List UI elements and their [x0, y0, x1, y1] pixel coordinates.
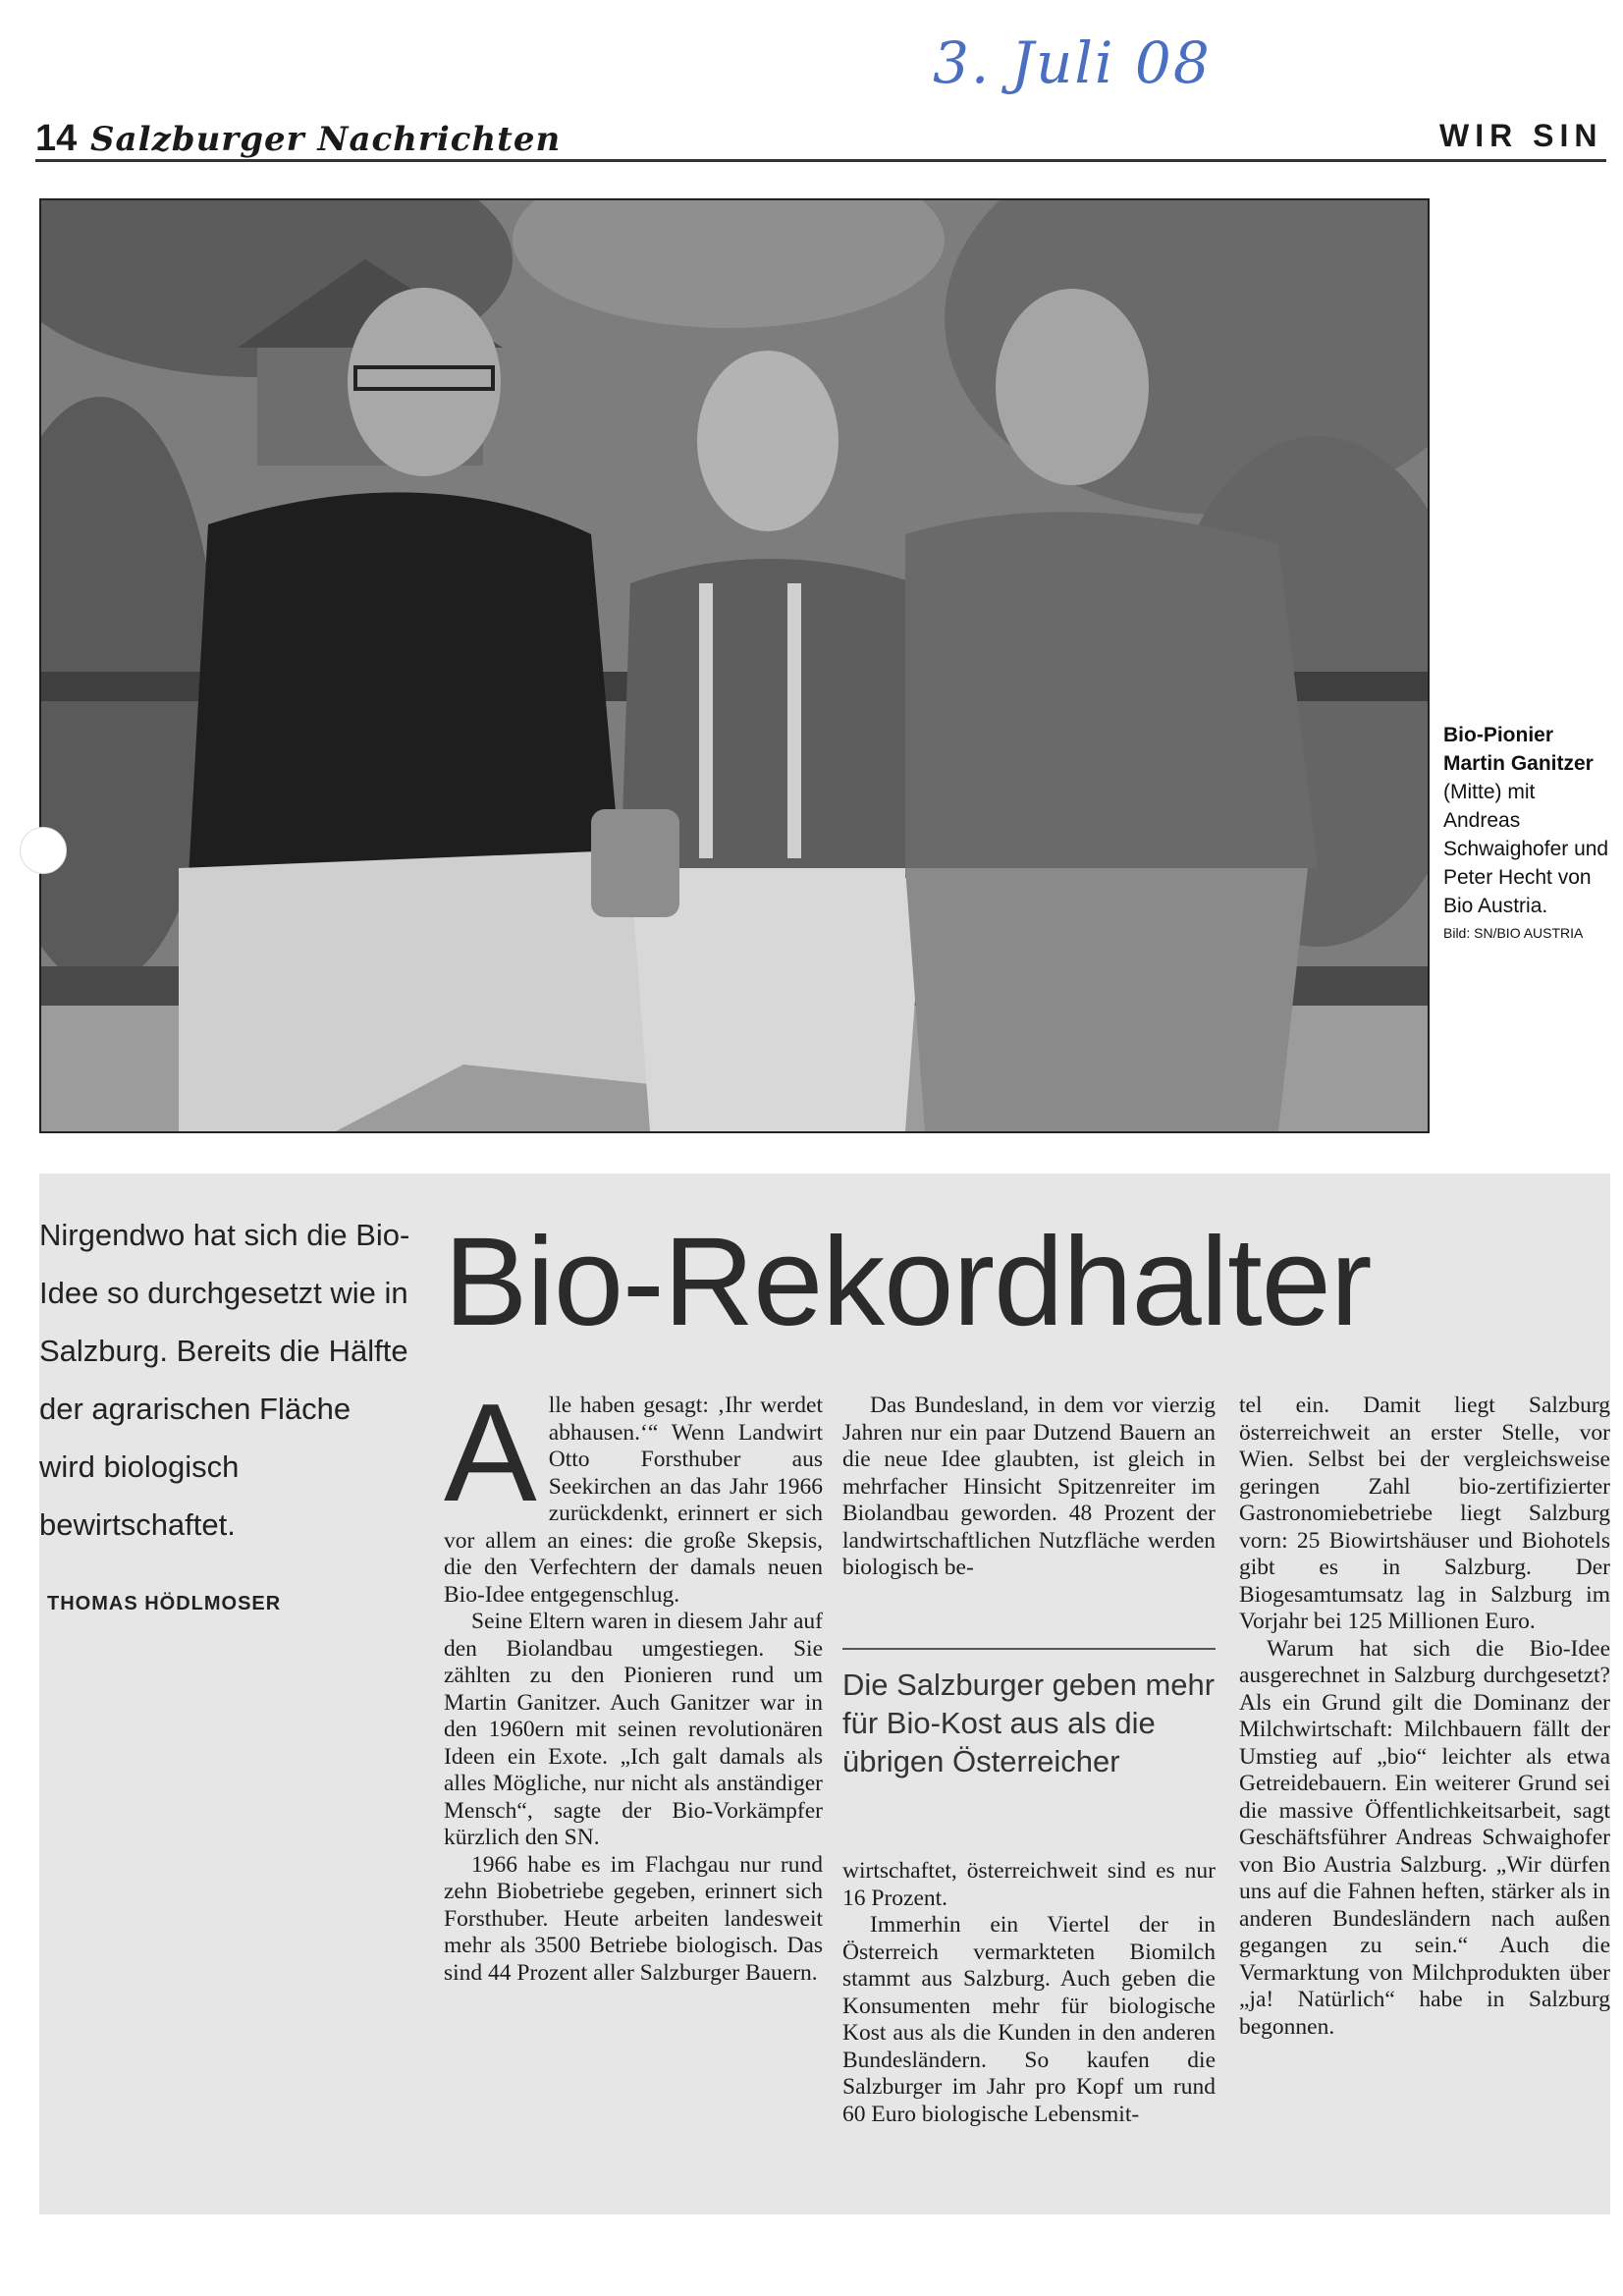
header-rule	[35, 159, 1606, 162]
page-number: 14	[35, 118, 78, 159]
text-column-2	[842, 1393, 1216, 1582]
paragraph: tel ein. Damit liegt Salzburg österreichweit an erster Stelle, vor Wien. Selbst bei der vergleichsweise geringen Zahl bio-zertifizierter Gastronomiebetriebe liegt Salzburg vorn: 25 Biowirtshäuser und Biohotels gibt es in Salzburg. Der Biogesamtumsatz lag in Salzburg im Vorjahr bei 125 Millionen Euro.	[1239, 1393, 1610, 1634]
punch-hole	[20, 827, 67, 874]
pull-quote: Die Salzburger geben mehr für Bio-Kost aus als die übrigen Österreicher	[842, 1648, 1216, 1780]
paragraph: 1966 habe es im Flachgau nur rund zehn Biobetriebe gegeben, erinnert sich Forsthuber. Heute arbeiten landesweit mehr als 3500 Betriebe biologisch. Das sind 44 Prozent aller Salzburger Bauern.	[444, 1851, 823, 1986]
photo-illustration	[41, 200, 1428, 1131]
section-title: WIR SIN	[1439, 118, 1603, 153]
text-column-3	[1239, 1393, 1610, 2041]
paragraph: Immerhin ein Viertel der in Österreich vermarkteten Biomilch stammt aus Salzburg. Auch geben die Konsumenten mehr für biologische Kost aus als die Kunden in den anderen Bundesländern. So kaufen die Salzburger im Jahr pro Kopf um rund 60 Euro biologische Lebensmit-	[842, 1912, 1216, 2127]
caption-bold: Bio-Pionier Martin Ganitzer	[1443, 724, 1594, 775]
handwritten-date: 3. Juli 08	[933, 29, 1212, 96]
article-author: THOMAS HÖDLMOSER	[47, 1593, 282, 1614]
photo-credit: Bild: SN/BIO AUSTRIA	[1443, 925, 1584, 941]
article-lead: Nirgendwo hat sich die Bio-Idee so durchgesetzt wie in Salzburg. Bereits die Hälfte der agrarischen Fläche wird biologisch bewirtschaftet.	[39, 1218, 410, 1542]
paragraph: lle haben gesagt: ‚Ihr werdet abhausen.‘“ Wenn Landwirt Otto Forsthuber aus Seekirchen an das Jahr 1966 zurückdenkt, erinnert er sich vor allem an eines: die große Skepsis, die den Verfechtern der damals neuen Bio-Idee entgegenschlug.	[444, 1393, 823, 1608]
newspaper-name: Salzburger Nachrichten	[90, 120, 562, 159]
paragraph: wirtschaftet, österreichweit sind es nur 16 Prozent.	[842, 1858, 1216, 1911]
article-headline: Bio-Rekordhalter	[444, 1212, 1372, 1352]
text-column-1	[444, 1375, 823, 1987]
paragraph: Warum hat sich die Bio-Idee ausgerechnet in Salzburg durchgesetzt? Als ein Grund gilt die Dominanz der Milchwirtschaft: Milchbauern fällt der Umstieg auf „bio“ leichter als etwa Getreidebauern. Ein weiterer Grund sei die massive Öffentlichkeitsarbeit, sagt Geschäftsführer Andreas Schwaighofer von Bio Austria Salzburg. „Wir dürfen uns auf die Fahnen heften, stärker als in anderen Bundesländern nach außen gegangen zu sein.“ Auch die Vermarktung von Milchprodukten über „ja! Natürlich“ habe in Salzburg begonnen.	[1239, 1635, 1610, 2040]
article-photo	[39, 198, 1430, 1133]
paragraph: Seine Eltern waren in diesem Jahr auf den Biolandbau umgestiegen. Sie zählten zu den Pionieren rund um Martin Ganitzer. Auch Ganitzer war in den 1960ern mit seinen revolutionären Ideen ein Exote. „Ich galt damals als alles Mögliche, nur nicht als anständiger Mensch“, sagte der Bio-Vorkämpfer kürzlich den SN.	[444, 1609, 823, 1850]
paragraph: Das Bundesland, in dem vor vierzig Jahren nur ein paar Dutzend Bauern an die neue Idee glaubten, ist gleich in mehrfacher Hinsicht Spitzenreiter im Biolandbau geworden. 48 Prozent der landwirtschaftlichen Nutzfläche werden biologisch be-	[842, 1393, 1216, 1580]
photo-caption	[1443, 721, 1610, 944]
text-column-2-continued	[842, 1858, 1216, 2128]
caption-text: (Mitte) mit Andreas Schwaighofer und Peter Hecht von Bio Austria.	[1443, 781, 1609, 917]
drop-cap: A	[444, 1375, 537, 1531]
